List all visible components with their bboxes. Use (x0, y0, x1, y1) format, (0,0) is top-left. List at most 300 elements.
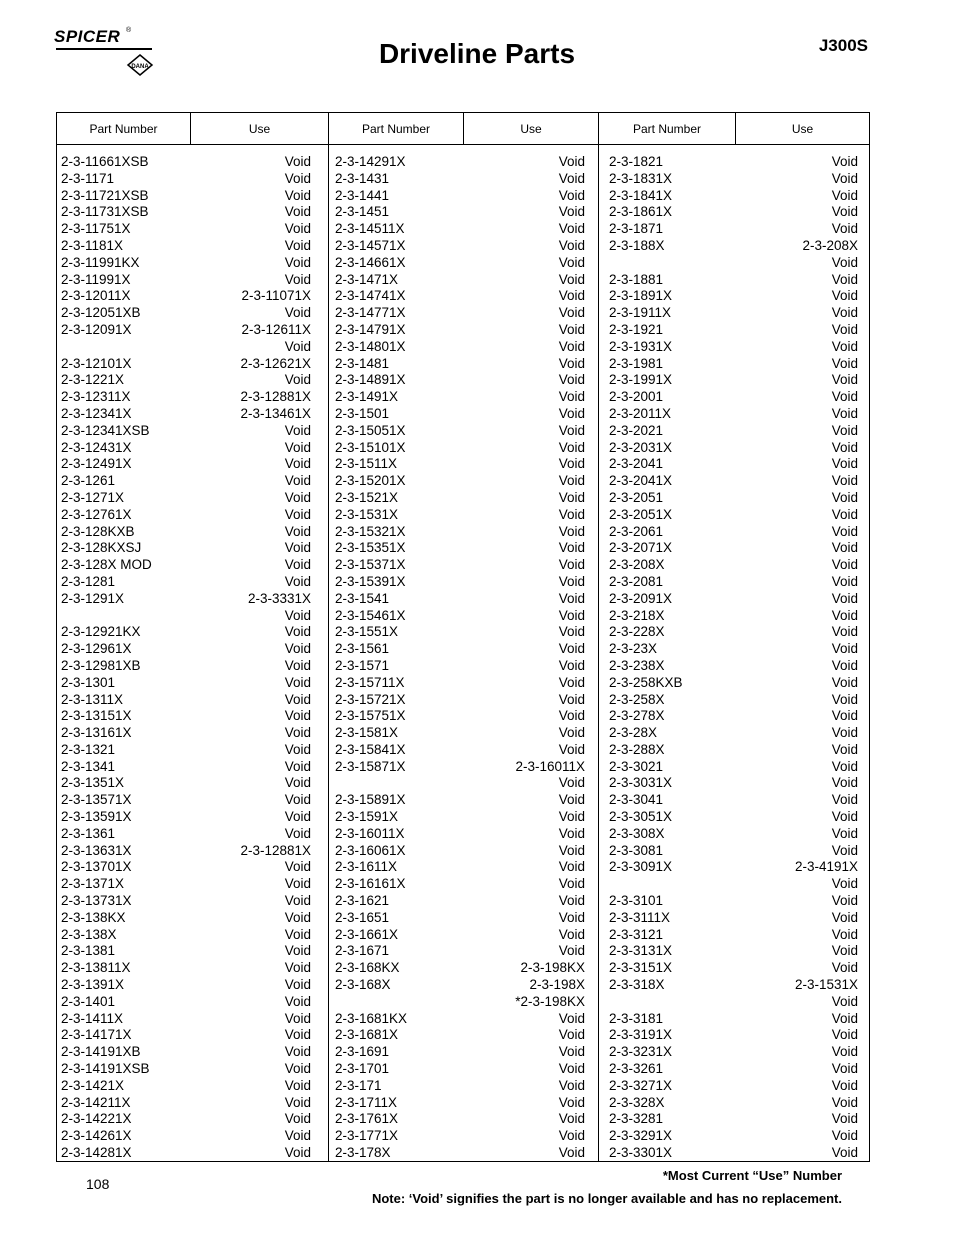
table-row (61, 1011, 311, 1028)
table-row (609, 977, 858, 994)
column-header-use: Use (791, 121, 814, 136)
use-value: Void (558, 607, 585, 623)
part-number: 2-3-138KX (61, 909, 126, 925)
use-value: Void (558, 254, 585, 270)
part-number: 2-3-328X (609, 1094, 665, 1110)
use-value: Void (284, 254, 311, 270)
use-value: Void (558, 271, 585, 287)
table-row (609, 943, 858, 960)
use-value: Void (831, 926, 858, 942)
use-value: Void (284, 691, 311, 707)
part-number: 2-3-11991KX (61, 254, 140, 270)
table-row (609, 305, 858, 322)
use-value: Void (831, 607, 858, 623)
part-number: 2-3-171 (335, 1077, 382, 1093)
table-row (609, 675, 858, 692)
table-row (335, 423, 585, 440)
part-number: 2-3-14261X (61, 1128, 132, 1144)
part-number: 2-3-15351X (335, 540, 406, 556)
part-number: 2-3-14891X (335, 372, 406, 388)
use-value: Void (284, 641, 311, 657)
use-value: Void (831, 321, 858, 337)
part-number: 2-3-16061X (335, 842, 406, 858)
part-number: 2-3-1421X (61, 1077, 125, 1093)
part-number: 2-3-2031X (609, 439, 673, 455)
table-row (61, 540, 311, 557)
table-row (335, 456, 585, 473)
part-number: 2-3-2061 (609, 523, 664, 539)
use-value: Void (831, 943, 858, 959)
table-row (609, 272, 858, 289)
part-number: 2-3-1921 (609, 321, 664, 337)
use-value: Void (831, 1145, 858, 1161)
use-value: Void (558, 372, 585, 388)
use-value: Void (284, 1128, 311, 1144)
table-row (609, 809, 858, 826)
use-value: Void (558, 1077, 585, 1093)
table-row (61, 456, 311, 473)
part-number: 2-3-2071X (609, 540, 673, 556)
column-header-part-number: Part Number (329, 113, 464, 144)
table-row (335, 859, 585, 876)
use-value: Void (284, 624, 311, 640)
use-value: 2-3-11071X (241, 288, 311, 304)
use-value: Void (831, 876, 858, 892)
part-number: 2-3-14221X (61, 1111, 132, 1127)
part-number: 2-3-1541 (335, 590, 390, 606)
part-number: 2-3-3191X (609, 1027, 673, 1043)
use-value: Void (558, 725, 585, 741)
part-number: 2-3-12431X (61, 439, 132, 455)
table-row (609, 456, 858, 473)
table-row (335, 591, 585, 608)
table-row (61, 188, 311, 205)
part-number: 2-3-12311X (61, 389, 131, 405)
use-value: Void (558, 506, 585, 522)
use-value: Void (284, 909, 311, 925)
use-value: Void (558, 523, 585, 539)
use-value: Void (831, 1027, 858, 1043)
table-row (609, 859, 858, 876)
use-value: Void (831, 825, 858, 841)
use-value: Void (284, 1111, 311, 1127)
use-value: Void (558, 859, 585, 875)
part-number: 2-3-14171X (61, 1027, 132, 1043)
use-value: Void (558, 926, 585, 942)
use-value: Void (831, 842, 858, 858)
part-number: 2-3-12921KX (61, 624, 141, 640)
use-value: Void (831, 741, 858, 757)
part-number: 2-3-1501 (335, 405, 390, 421)
use-value: Void (284, 187, 311, 203)
use-value: Void (831, 557, 858, 573)
part-number: 2-3-14771X (335, 305, 406, 321)
part-number: 2-3-1761X (335, 1111, 399, 1127)
table-row (609, 1111, 858, 1128)
use-value: Void (831, 221, 858, 237)
use-value: Void (831, 641, 858, 657)
void-note: Note: ‘Void’ signifies the part is no longer available and has no replacement. (371, 1191, 842, 1206)
use-value: Void (284, 271, 311, 287)
table-row (335, 843, 585, 860)
table-row (335, 490, 585, 507)
use-value: Void (558, 237, 585, 253)
table-row (61, 692, 311, 709)
table-row (335, 624, 585, 641)
use-value: Void (284, 204, 311, 220)
table-row (609, 540, 858, 557)
table-row (335, 675, 585, 692)
table-row (609, 557, 858, 574)
use-value: Void (284, 1077, 311, 1093)
part-number: 2-3-1171 (61, 170, 115, 186)
part-number: 2-3-11991X (61, 271, 131, 287)
table-row (609, 1027, 858, 1044)
table-row (61, 322, 311, 339)
part-number: 2-3-2011X (609, 405, 672, 421)
part-number: 2-3-1561 (335, 641, 390, 657)
use-value: Void (284, 876, 311, 892)
use-value: Void (558, 540, 585, 556)
table-row (609, 1061, 858, 1078)
part-number: 2-3-128KXSJ (61, 540, 142, 556)
use-value: Void (558, 641, 585, 657)
table-row (335, 1044, 585, 1061)
part-number: 2-3-11751X (61, 221, 131, 237)
table-row (335, 809, 585, 826)
use-value: Void (831, 758, 858, 774)
use-value: Void (558, 489, 585, 505)
table-row (335, 221, 585, 238)
table-row (335, 356, 585, 373)
part-number: 2-3-15871X (335, 758, 406, 774)
part-number: 2-3-3081 (609, 842, 664, 858)
use-value: Void (558, 221, 585, 237)
table-row (61, 742, 311, 759)
logo-wordmark: SPICER (54, 27, 121, 46)
part-number: 2-3-138X (61, 926, 117, 942)
use-value: Void (284, 708, 311, 724)
use-value: Void (558, 657, 585, 673)
table-row (609, 742, 858, 759)
parts-column-1 (61, 154, 311, 1162)
part-number: 2-3-13701X (61, 859, 132, 875)
use-value: Void (558, 305, 585, 321)
table-row (61, 775, 311, 792)
use-value: Void (831, 338, 858, 354)
column-divider (328, 145, 329, 1161)
part-number: 2-3-1481 (335, 355, 390, 371)
table-row (335, 288, 585, 305)
table-row (335, 742, 585, 759)
part-number: 2-3-1871 (609, 221, 664, 237)
table-row (609, 423, 858, 440)
use-value: Void (284, 607, 311, 623)
table-row (609, 221, 858, 238)
table-row (609, 608, 858, 625)
use-value: Void (558, 741, 585, 757)
table-row (335, 557, 585, 574)
part-number: 2-3-3041 (609, 792, 664, 808)
use-value: Void (284, 154, 311, 169)
part-number: 2-3-12961X (61, 641, 132, 657)
table-row (609, 708, 858, 725)
table-row (335, 1078, 585, 1095)
use-value: Void (831, 355, 858, 371)
table-row (335, 574, 585, 591)
table-row (335, 641, 585, 658)
page-title: Driveline Parts (378, 38, 576, 69)
use-value: Void (831, 389, 858, 405)
use-value: Void (284, 573, 311, 589)
part-number: 2-3-1551X (335, 624, 399, 640)
use-value: Void (558, 809, 585, 825)
part-number: 2-3-15371X (335, 557, 406, 573)
part-number: 2-3-12051XB (61, 305, 141, 321)
part-number: 2-3-3021 (609, 758, 664, 774)
part-number: 2-3-11721XSB (61, 187, 149, 203)
table-row (609, 792, 858, 809)
part-number: 2-3-2051 (609, 489, 664, 505)
use-value: Void (831, 506, 858, 522)
part-number: 2-3-228X (609, 624, 665, 640)
table-row (61, 1061, 311, 1078)
table-row (61, 272, 311, 289)
part-number: 2-3-1571 (335, 657, 390, 673)
part-number: 2-3-13591X (61, 809, 132, 825)
use-value: Void (558, 321, 585, 337)
table-row (61, 859, 311, 876)
part-number: 2-3-208X (609, 557, 665, 573)
table-row (61, 826, 311, 843)
part-number: 2-3-3101 (609, 893, 664, 909)
part-number: 2-3-15461X (335, 607, 406, 623)
use-value: Void (284, 758, 311, 774)
part-number: 2-3-1471X (335, 271, 399, 287)
part-number: 2-3-1311X (61, 691, 124, 707)
table-row (335, 305, 585, 322)
use-value: Void (284, 893, 311, 909)
use-value: Void (284, 977, 311, 993)
table-row (335, 524, 585, 541)
table-row (335, 171, 585, 188)
part-number: 2-3-1261 (61, 473, 116, 489)
use-value: Void (284, 540, 311, 556)
part-number: 2-3-168KX (335, 960, 400, 976)
table-row (335, 910, 585, 927)
table-row (609, 322, 858, 339)
part-number: 2-3-14291X (335, 154, 406, 169)
part-number: 2-3-3131X (609, 943, 673, 959)
part-number: 2-3-1531X (335, 506, 399, 522)
part-number: 2-3-1621 (335, 893, 390, 909)
table-row (609, 473, 858, 490)
use-value: Void (831, 725, 858, 741)
part-number: 2-3-15201X (335, 473, 406, 489)
table-row (609, 372, 858, 389)
table-row (61, 708, 311, 725)
table-row (609, 893, 858, 910)
use-value: Void (558, 473, 585, 489)
part-number: 2-3-12981XB (61, 657, 141, 673)
use-value: Void (558, 590, 585, 606)
table-row (61, 792, 311, 809)
table-row (335, 977, 585, 994)
table-row (335, 406, 585, 423)
part-number: 2-3-13811X (61, 960, 131, 976)
table-row (335, 1061, 585, 1078)
parts-column-3 (609, 154, 858, 1162)
table-row (61, 624, 311, 641)
column-header-part-number: Part Number (599, 113, 736, 144)
table-row (335, 658, 585, 675)
part-number: 2-3-1831X (609, 170, 673, 186)
use-value: Void (558, 1027, 585, 1043)
part-number: 2-3-1771X (335, 1128, 399, 1144)
use-value: Void (831, 489, 858, 505)
table-row (609, 658, 858, 675)
table-row (61, 910, 311, 927)
table-row (335, 792, 585, 809)
part-number: 2-3-1321 (61, 741, 116, 757)
part-number: 2-3-13631X (61, 842, 132, 858)
table-row (61, 759, 311, 776)
table-row (61, 507, 311, 524)
part-number: 2-3-1381 (61, 943, 116, 959)
part-number: 2-3-12761X (61, 506, 132, 522)
use-value: Void (284, 809, 311, 825)
table-row (61, 490, 311, 507)
table-row (335, 893, 585, 910)
use-value: Void (558, 691, 585, 707)
table-row (61, 876, 311, 893)
table-row (335, 339, 585, 356)
part-number: 2-3-1581X (335, 725, 399, 741)
use-value: Void (831, 573, 858, 589)
use-value: Void (831, 893, 858, 909)
part-number: 2-3-15751X (335, 708, 406, 724)
part-number: 2-3-258X (609, 691, 665, 707)
use-value: Void (831, 254, 858, 270)
part-number: 2-3-1841X (609, 187, 673, 203)
table-row (335, 960, 585, 977)
table-row (61, 524, 311, 541)
table-row (609, 406, 858, 423)
column-header-use: Use (464, 113, 599, 144)
use-value: Void (284, 489, 311, 505)
table-row (335, 372, 585, 389)
part-number: 2-3-3151X (609, 960, 673, 976)
table-row (61, 658, 311, 675)
table-row (335, 708, 585, 725)
table-row (609, 154, 858, 171)
part-number: 2-3-1351X (61, 775, 125, 791)
part-number: 2-3-318X (609, 977, 665, 993)
use-value: 2-3-198X (529, 977, 585, 993)
part-number: 2-3-168X (335, 977, 391, 993)
footnote: *Most Current “Use” Number (662, 1168, 842, 1183)
table-row (61, 608, 311, 625)
part-number: 2-3-3031X (609, 775, 673, 791)
table-row (61, 843, 311, 860)
part-number: 2-3-14801X (335, 338, 406, 354)
use-value: Void (831, 204, 858, 220)
part-number: 2-3-14281X (61, 1145, 132, 1161)
table-row (61, 1027, 311, 1044)
table-row (61, 423, 311, 440)
table-row (609, 1078, 858, 1095)
use-value: Void (284, 221, 311, 237)
parts-column-2 (335, 154, 585, 1162)
part-number: 2-3-16011X (335, 825, 405, 841)
table-row (61, 994, 311, 1011)
table-row (335, 1027, 585, 1044)
use-value: Void (284, 1094, 311, 1110)
table-row (609, 641, 858, 658)
table-row (609, 490, 858, 507)
table-row (609, 692, 858, 709)
table-row (61, 339, 311, 356)
use-value: Void (284, 1061, 311, 1077)
table-row (61, 725, 311, 742)
table-row (609, 994, 858, 1011)
part-number: 2-3-11661XSB (61, 154, 149, 169)
part-number: 2-3-14661X (335, 254, 406, 270)
table-row (335, 759, 585, 776)
use-value: Void (284, 1044, 311, 1060)
use-value: Void (831, 154, 858, 169)
table-row (335, 440, 585, 457)
table-row (609, 524, 858, 541)
use-value: Void (831, 540, 858, 556)
part-number: 2-3-14571X (335, 237, 406, 253)
use-value: 2-3-12881X (240, 842, 311, 858)
use-value: Void (558, 1061, 585, 1077)
part-number: 2-3-3051X (609, 809, 673, 825)
page-number: 108 (86, 1176, 110, 1192)
table-row (609, 960, 858, 977)
table-row (609, 826, 858, 843)
use-value: Void (558, 792, 585, 808)
table-row (609, 725, 858, 742)
use-value: Void (284, 1010, 311, 1026)
use-value: Void (831, 1077, 858, 1093)
table-row (609, 507, 858, 524)
part-number: 2-3-23X (609, 641, 658, 657)
part-number: 2-3-2051X (609, 506, 673, 522)
use-value: Void (284, 506, 311, 522)
part-number: 2-3-15711X (335, 674, 405, 690)
svg-text:DANA: DANA (131, 64, 149, 70)
use-value: Void (831, 909, 858, 925)
part-number: 2-3-1451 (335, 204, 390, 220)
part-number: 2-3-3271X (609, 1077, 673, 1093)
part-number: 2-3-288X (609, 741, 665, 757)
part-number: 2-3-2021 (609, 422, 664, 438)
part-number: 2-3-15721X (335, 691, 406, 707)
part-number: 2-3-1691 (335, 1044, 390, 1060)
use-value: Void (831, 993, 858, 1009)
part-number: 2-3-13161X (61, 725, 132, 741)
part-number: 2-3-238X (609, 657, 665, 673)
use-value: Void (831, 439, 858, 455)
use-value: Void (558, 876, 585, 892)
use-value: Void (831, 1111, 858, 1127)
column-divider (598, 145, 599, 1161)
use-value: Void (558, 389, 585, 405)
table-row (61, 893, 311, 910)
table-row (61, 356, 311, 373)
